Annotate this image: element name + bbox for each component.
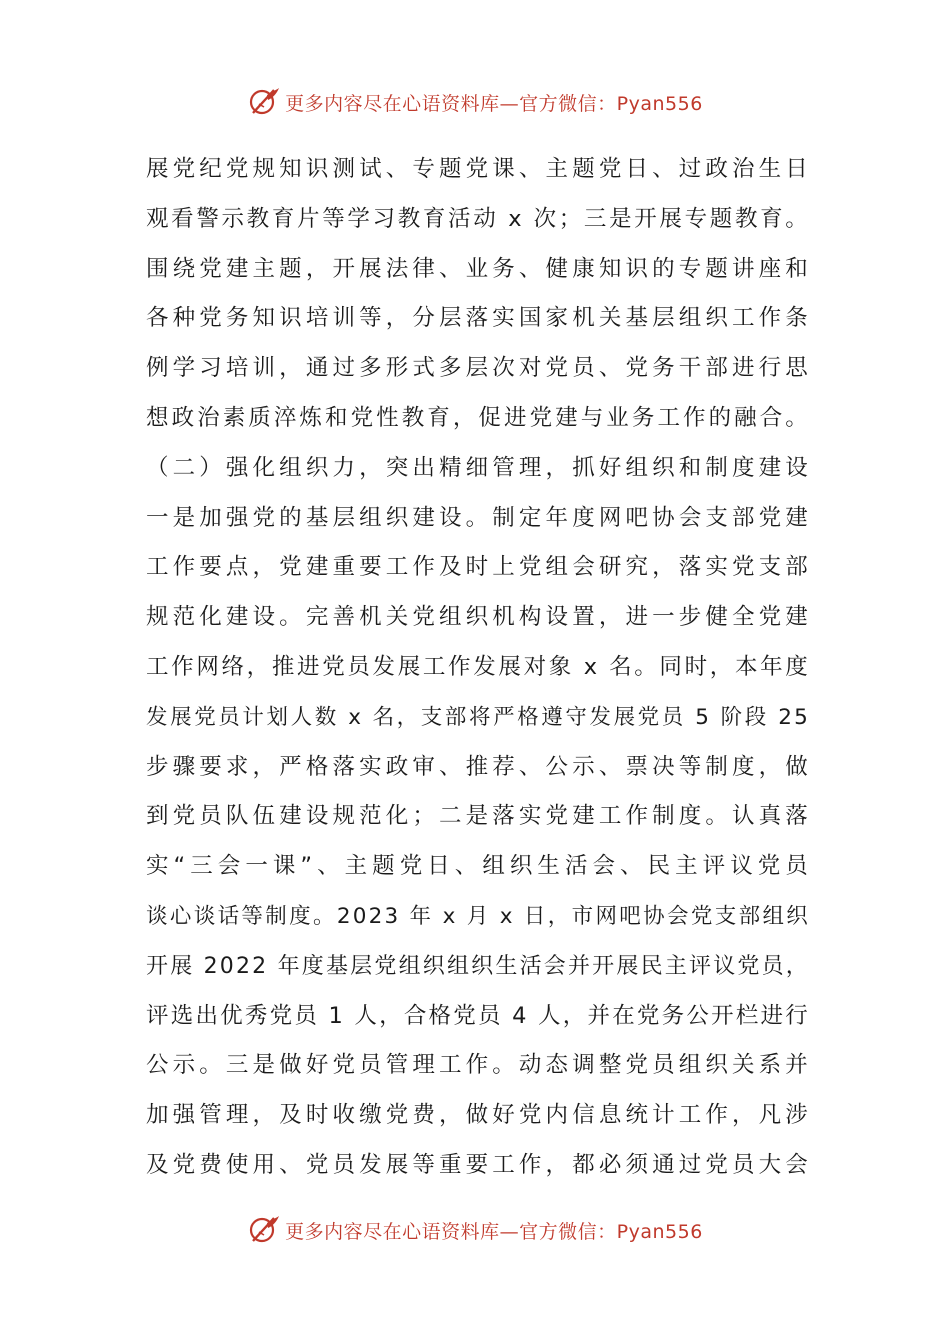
text-line: 实“三会一课”、主题党日、组织生活会、民主评议党员: [146, 853, 810, 880]
banner-slogan: 更多内容尽在心语资料库—官方微信：: [285, 1220, 617, 1243]
banner-slogan: 更多内容尽在心语资料库—官方微信：: [285, 92, 617, 115]
header-banner: [0, 82, 950, 122]
text-line: 想政治素质淬炼和党性教育，促进党建与业务工作的融合。: [146, 404, 810, 431]
text-line: 例学习培训，通过多形式多层次对党员、党务干部进行思: [146, 355, 810, 382]
wechat-id: Pyan556: [616, 1220, 703, 1243]
quill-logo-icon: [247, 85, 281, 119]
text-line: 规范化建设。完善机关党组织机构设置，进一步健全党建: [146, 604, 810, 631]
section-heading: （二）强化组织力，突出精细管理，抓好组织和制度建设: [146, 454, 810, 481]
banner-text: [285, 89, 703, 116]
text-line: 公示。三是做好党员管理工作。动态调整党员组织关系并: [146, 1052, 810, 1079]
text-line: 围绕党建主题，开展法律、业务、健康知识的专题讲座和: [146, 255, 810, 282]
text-line: 展党纪党规知识测试、专题党课、主题党日、过政治生日: [146, 156, 810, 182]
text-line: 加强管理，及时收缴党费，做好党内信息统计工作，凡涉: [146, 1102, 810, 1129]
text-line: 谈心谈话等制度。2023 年 x 月 x 日，市网吧协会党支部组织: [146, 903, 810, 929]
text-line: 工作网络，推进党员发展工作发展对象 x 名。同时，本年度: [146, 653, 810, 680]
quill-logo-icon: [247, 1213, 281, 1247]
text-line: 步骤要求，严格落实政审、推荐、公示、票决等制度，做: [146, 753, 810, 780]
footer-banner: [0, 1210, 950, 1250]
text-line: 及党费使用、党员发展等重要工作，都必须通过党员大会: [146, 1151, 810, 1178]
text-line: 工作要点，党建重要工作及时上党组会研究，落实党支部: [146, 554, 810, 581]
text-line: 评选出优秀党员 1 人，合格党员 4 人，并在党务公开栏进行: [146, 1002, 810, 1029]
text-line: 到党员队伍建设规范化；二是落实党建工作制度。认真落: [146, 803, 810, 830]
text-line: 观看警示教育片等学习教育活动 x 次；三是开展专题教育。: [146, 205, 810, 232]
banner-text: [285, 1217, 703, 1244]
text-line: 一是加强党的基层组织建设。制定年度网吧协会支部党建: [146, 504, 810, 531]
text-line: 各种党务知识培训等，分层落实国家机关基层组织工作条: [146, 305, 810, 332]
text-line: 开展 2022 年度基层党组织组织生活会并开展民主评议党员，: [146, 953, 810, 979]
wechat-id: Pyan556: [616, 92, 703, 115]
text-line: 发展党员计划人数 x 名，支部将严格遵守发展党员 5 阶段 25: [146, 704, 810, 730]
document-body: [146, 145, 810, 1191]
